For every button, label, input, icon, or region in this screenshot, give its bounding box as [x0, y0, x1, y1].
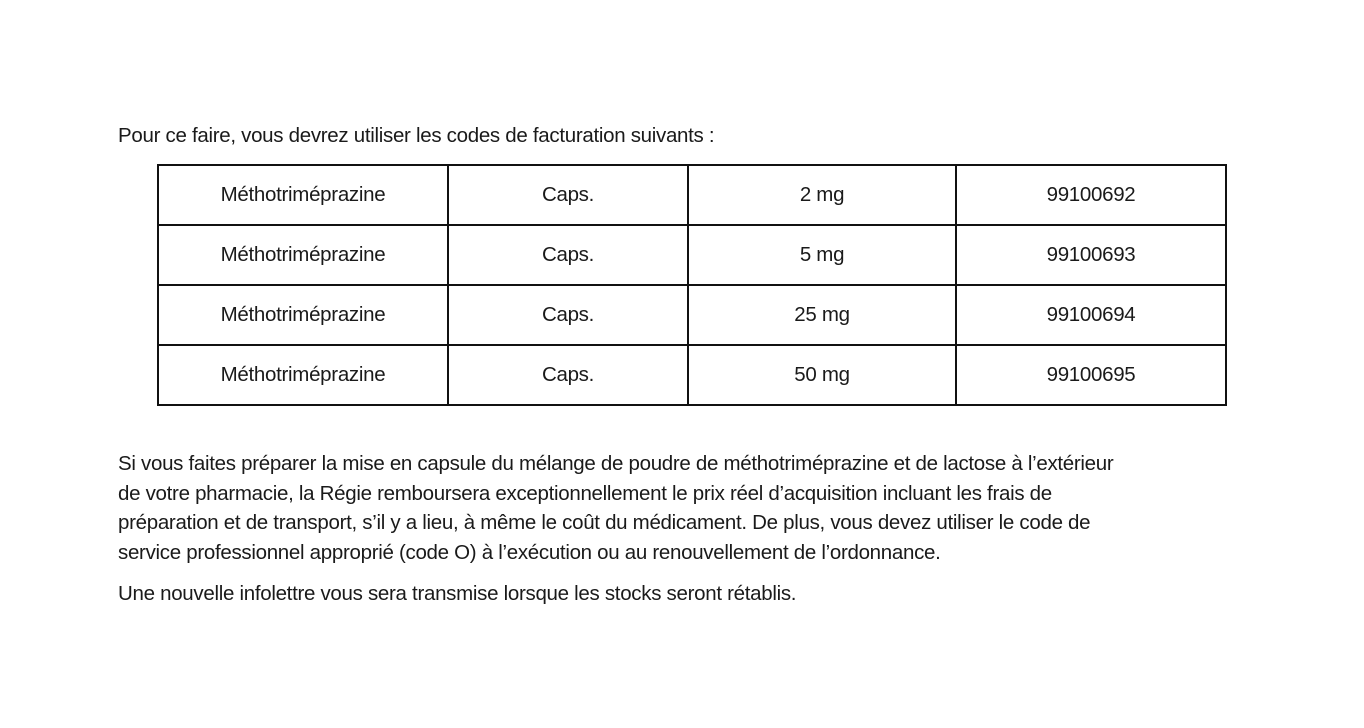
drug-name-cell: Méthotriméprazine — [158, 345, 448, 405]
billing-code-cell: 99100693 — [956, 225, 1226, 285]
strength-cell: 2 mg — [688, 165, 956, 225]
paragraph-line: Si vous faites préparer la mise en capsule du mélange de poudre de méthotriméprazine et de lactose à l’extérieur — [118, 452, 1114, 475]
paragraph-line: Une nouvelle infolettre vous sera transmise lorsque les stocks seront rétablis. — [118, 582, 797, 605]
reimbursement-paragraph — [118, 449, 1278, 567]
paragraph-line: préparation et de transport, s’il y a lieu, à même le coût du médicament. De plus, vous devez utiliser le code de — [118, 511, 1091, 534]
table-row — [158, 165, 1226, 225]
table-row — [158, 345, 1226, 405]
table-row — [158, 225, 1226, 285]
drug-name-cell: Méthotriméprazine — [158, 225, 448, 285]
billing-codes-table — [157, 164, 1227, 406]
intro-text: Pour ce faire, vous devrez utiliser les codes de facturation suivants : — [118, 124, 715, 147]
table-row — [158, 285, 1226, 345]
drug-name-cell: Méthotriméprazine — [158, 165, 448, 225]
dosage-form-cell: Caps. — [448, 225, 688, 285]
dosage-form-cell: Caps. — [448, 165, 688, 225]
dosage-form-cell: Caps. — [448, 345, 688, 405]
closing-paragraph — [118, 579, 1278, 609]
dosage-form-cell: Caps. — [448, 285, 688, 345]
strength-cell: 25 mg — [688, 285, 956, 345]
strength-cell: 50 mg — [688, 345, 956, 405]
billing-code-cell: 99100692 — [956, 165, 1226, 225]
paragraph-line: service professionnel approprié (code O) à l’exécution ou au renouvellement de l’ordonnance. — [118, 540, 941, 564]
drug-name-cell: Méthotriméprazine — [158, 285, 448, 345]
paragraph-line: de votre pharmacie, la Régie remboursera exceptionnellement le prix réel d’acquisition incluant les frais de — [118, 481, 1052, 505]
billing-code-cell: 99100695 — [956, 345, 1226, 405]
strength-cell: 5 mg — [688, 225, 956, 285]
billing-code-cell: 99100694 — [956, 285, 1226, 345]
